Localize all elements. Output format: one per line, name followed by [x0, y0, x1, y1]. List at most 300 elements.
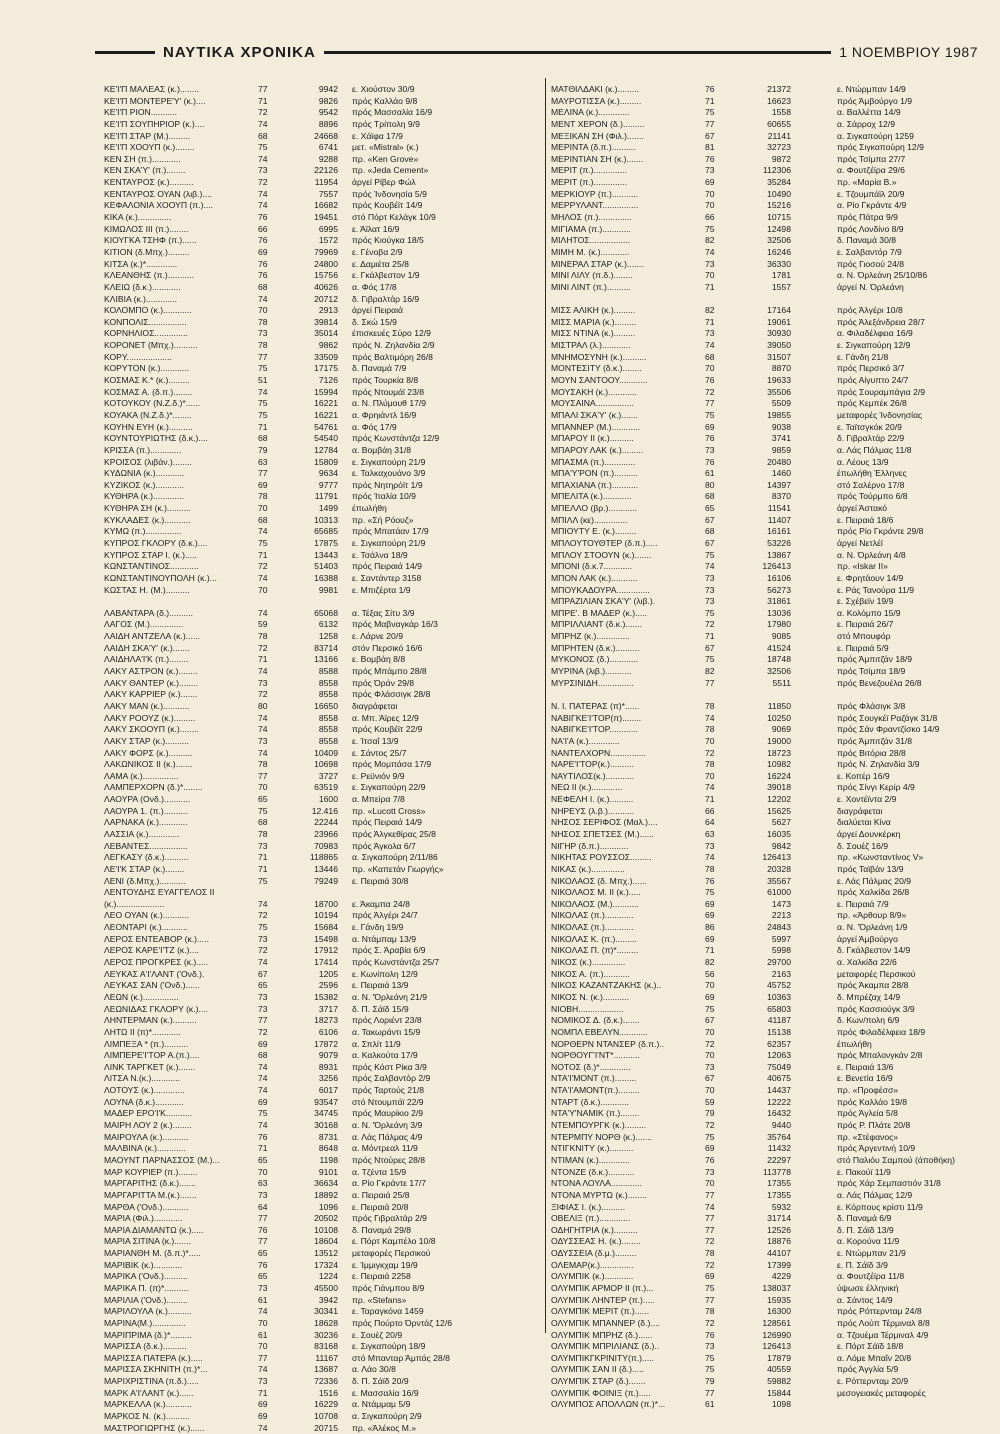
- ship-position: πρός Ρίο Γκράντε 29/8: [837, 526, 924, 537]
- ship-position: α. Σάρροχ 12/9: [837, 118, 895, 129]
- ship-entry: [104, 142, 549, 154]
- ship-built-year: 72: [258, 177, 268, 188]
- ship-tonnage: 16432: [767, 1108, 791, 1119]
- ship-position: στό Μπανταρ Άμπάς 28/8: [352, 1352, 450, 1363]
- ship-name: ΜΑΥΡΟΤΙΣΣΑ (κ.).........: [551, 95, 642, 106]
- ship-tonnage: 9826: [318, 95, 338, 106]
- ship-position: ε. Ταλκαχουάνο 3/9: [352, 468, 426, 479]
- ship-name: ΛΕΥΚΑΣ ΣΑΝ ('Ονδ.)......: [104, 980, 200, 991]
- ship-tonnage: 18604: [314, 1236, 338, 1247]
- ship-name: ΟΛΥΜΠΟΣ ΑΠΟΛΛΩΝ (π.)*...: [551, 1399, 666, 1410]
- ship-name: ΚΙΤΣΑ (κ.)*.............: [104, 258, 178, 269]
- ship-entry: [551, 794, 991, 806]
- ship-tonnage: 16650: [314, 700, 338, 711]
- ship-position: α. Ν. Πλύμουθ 17/9: [352, 398, 427, 409]
- ship-entry: [104, 1120, 549, 1132]
- ship-built-year: 69: [705, 933, 715, 944]
- ship-entry: [551, 945, 991, 957]
- ship-tonnage: 20502: [314, 1213, 338, 1224]
- ship-tonnage: 40559: [767, 1364, 791, 1375]
- ship-position: ε. Τσάλνα 18/9: [352, 549, 408, 560]
- ship-position: πρός Άκαμπα 28/8: [837, 980, 909, 991]
- ship-entry: [104, 876, 549, 888]
- ship-entry: [551, 305, 991, 317]
- ship-position: α. Σάντος 14/9: [837, 1294, 893, 1305]
- ship-built-year: 78: [705, 700, 715, 711]
- ship-position: α. Ντάμπαμ 13/9: [352, 933, 416, 944]
- ship-position: α. Λέους 13/9: [837, 456, 889, 467]
- ship-position: πρός Κουβέϊτ 14/9: [352, 200, 423, 211]
- ship-tonnage: 1096: [318, 1201, 338, 1212]
- ship-built-year: 75: [705, 654, 715, 665]
- ship-entry: [104, 910, 549, 922]
- ship-entry: [104, 643, 549, 655]
- ship-position: ε. Σχέβεϊν 19/9: [837, 596, 894, 607]
- ship-entry: [104, 1318, 549, 1330]
- ship-tonnage: 12.416: [311, 805, 338, 816]
- ship-position: πρός Χαλκίδα 26/8: [837, 887, 910, 898]
- ship-built-year: 70: [705, 1026, 715, 1037]
- ship-tonnage: 17414: [314, 957, 338, 968]
- ship-name: ΛΑΣΣΙΑ (κ.).............: [104, 829, 180, 839]
- ship-name: ΜΠΑΛΙ ΣΚΑ'Υ' (κ.).......: [551, 409, 638, 420]
- ship-name: ΚΟΣΜΑΣ Α. (δ.π.)........: [104, 386, 193, 397]
- ship-built-year: 75: [705, 549, 715, 560]
- ship-tonnage: 17175: [314, 363, 338, 374]
- ship-position: α. Κορούνα 11/9: [837, 1236, 900, 1247]
- ship-built-year: 73: [705, 328, 715, 339]
- ship-entry: [104, 759, 549, 771]
- ship-tonnage: 22126: [314, 165, 338, 176]
- ship-position: ε. Πειραιά 20/8: [352, 1201, 409, 1212]
- ship-name: ΛΕΝΙ (δ.Μπχ.)...........: [104, 875, 186, 886]
- ship-position: πρ. «Άρθουρ 8/9»: [837, 910, 907, 921]
- ship-entry: [551, 631, 991, 643]
- ship-position: πρός Φλάσιγκ 3/8: [837, 700, 906, 711]
- ship-position: α. Ρίο Γκράντε 4/9: [837, 200, 907, 211]
- ship-entry: [104, 107, 549, 119]
- ship-tonnage: 1205: [318, 968, 338, 979]
- ship-tonnage: 34745: [314, 1108, 338, 1119]
- ship-tonnage: 2596: [318, 980, 338, 991]
- ship-built-year: 82: [705, 957, 715, 968]
- ship-entry: [104, 666, 549, 678]
- ship-name: ΛΕΝΤΟΥΔΗΣ ΕΥΑΓΓΕΛΟΣ ΙΙ: [104, 887, 215, 898]
- ship-name: ΝΙΚΟΛΑΟΣ Μ. ΙΙ (κ.).....: [551, 887, 641, 898]
- ship-built-year: 69: [705, 1143, 715, 1154]
- ship-entry: [104, 794, 549, 806]
- ship-position: πρ. «Άλέκος Μ.»: [352, 1422, 417, 1433]
- ship-entry: [104, 340, 549, 352]
- ship-position: πρός Σίνγι Κερίρ 4/9: [837, 782, 915, 793]
- ship-entry: [104, 561, 549, 573]
- ship-name: ΜΠΕΛΛΟ (βρ.)............: [551, 503, 638, 514]
- ship-built-year: 74: [258, 1061, 268, 1072]
- ship-position: ε. Π. Σάϊδ 3/9: [837, 1259, 888, 1270]
- ship-name: ΜΟΥΣΑΚΗ (κ.)............: [551, 386, 637, 397]
- ship-tonnage: 118865: [309, 852, 338, 863]
- ship-name: ΝΟΜΙΚΟΣ Δ. (δ.κ.).......: [551, 1015, 640, 1026]
- ship-entry: [104, 1178, 549, 1190]
- ship-position: στό Ντουμπάϊ 22/9: [352, 1096, 424, 1107]
- ship-position: ε. Δαμιέτα 25/8: [352, 258, 409, 269]
- ship-position: άργεί Ρίβερ Φώλ: [352, 177, 416, 188]
- ship-tonnage: 17875: [314, 537, 338, 548]
- ship-position: ε. Σαντάντερ 3158: [352, 572, 422, 583]
- ship-position: δ. Παναμά 6/9: [837, 1213, 892, 1224]
- ship-name: ΜΠΡΗΖ (κ.)..............: [551, 631, 630, 642]
- ship-entry: [104, 84, 549, 96]
- ship-entry: [551, 1027, 991, 1039]
- ship-tonnage: 1600: [318, 794, 338, 805]
- ship-tonnage: 11850: [767, 700, 791, 711]
- ship-entry: [551, 550, 991, 562]
- ship-tonnage: 5932: [771, 1201, 791, 1212]
- ship-name: ΛΕΡΟΣ ΕΝΤΕΑΒΟΡ (κ.).....: [104, 933, 209, 944]
- ship-position: ε. Γκάλβεστον 1/9: [352, 270, 420, 281]
- ship-name: ΜΑΡΙΚΑ ('Ονδ.)..........: [104, 1271, 188, 1282]
- ship-name: ΜΕΝΤ ΧΕΡΟΝ (δ.).........: [551, 118, 645, 129]
- ship-entry: [104, 608, 549, 620]
- ship-built-year: 70: [258, 1166, 268, 1177]
- ship-name: ΝΤΟΝΑ ΜΥΡΤΩ (κ.)........: [551, 1189, 647, 1200]
- magazine-title: ΝΑΥΤΙΚΑ ΧΡΟΝΙΚΑ: [163, 43, 316, 61]
- ship-built-year: 70: [258, 1317, 268, 1328]
- ship-built-year: 65: [258, 1271, 268, 1282]
- ship-list-left-column: [104, 84, 549, 1434]
- ship-name: ΚΥΘΗΡΑ (κ.).............: [104, 491, 185, 502]
- ship-name: ΜΠΡΗΤΕΝ (δ.κ.)..........: [551, 642, 640, 653]
- ship-built-year: 74: [258, 293, 268, 304]
- ship-tonnage: 16106: [767, 572, 791, 583]
- ship-built-year: 66: [705, 212, 715, 223]
- ship-tonnage: 40626: [314, 281, 338, 292]
- ship-entry: [551, 899, 991, 911]
- ship-built-year: 78: [705, 1248, 715, 1259]
- ship-tonnage: 9634: [318, 468, 338, 479]
- ship-built-year: 69: [705, 991, 715, 1002]
- ship-tonnage: 19451: [314, 212, 338, 223]
- ship-position: έπισκευές Σύρο 12/9: [352, 328, 431, 339]
- ship-name: ΜΙΣΣ ΑΛΙΚΗ (κ.).........: [551, 305, 636, 316]
- ship-position: ε. Κόρπους κρίστι 11/9: [837, 1201, 923, 1212]
- ship-tonnage: 11432: [767, 1143, 791, 1154]
- ship-built-year: 81: [705, 142, 715, 153]
- ship-entry: [104, 328, 549, 340]
- ship-entry: [104, 678, 549, 690]
- ship-built-year: 73: [258, 328, 268, 339]
- ship-built-year: 65: [258, 980, 268, 991]
- ship-position: πρός Ν. Ζηλανδία 3/9: [837, 759, 920, 770]
- ship-position: α. Ν. Όρλεάνη 4/8: [837, 549, 906, 560]
- ship-entry: [104, 1411, 549, 1423]
- ship-position: πρ. «Lucott Cross»: [352, 805, 426, 816]
- ship-built-year: 73: [258, 677, 268, 688]
- ship-position: πρ. «Μαρία Β.»: [837, 177, 897, 188]
- ship-built-year: 74: [258, 118, 268, 129]
- ship-entry: [551, 1015, 991, 1027]
- ship-position: ε. Μασσαλία 16/9: [352, 1387, 419, 1398]
- ship-tonnage: 8370: [771, 491, 791, 502]
- ship-tonnage: 15625: [767, 805, 791, 816]
- ship-position: πρός Πούρτο Όρντάζ 12/6: [352, 1317, 453, 1328]
- ship-position: ε. Πειραιά 13/9: [352, 980, 409, 991]
- ship-position: ε. Ρεϋνιόν 9/9: [352, 770, 405, 781]
- ship-name: ΛΑΚΥ ΣΤΑΡ (κ.)..........: [104, 735, 190, 746]
- ship-position: ε. Πακούϊ 11/9: [837, 1166, 891, 1177]
- ship-position: ε. Λάρνε 20/9: [352, 631, 403, 642]
- ship-built-year: 77: [258, 468, 268, 479]
- ship-built-year: 70: [705, 188, 715, 199]
- ship-tonnage: 35284: [767, 177, 791, 188]
- ship-position: α. Ν. 'Όρλεάνη 21/9: [352, 991, 428, 1002]
- ship-tonnage: 65803: [767, 1003, 791, 1014]
- ship-name: ΛΑΚΥ ΡΟΟΥΖ (κ.).........: [104, 712, 196, 723]
- ship-built-year: 74: [258, 1120, 268, 1131]
- ship-tonnage: 18892: [314, 1189, 338, 1200]
- ship-position: α. Φός 17/8: [352, 281, 397, 292]
- ship-position: δ. Παναμά 29/8: [352, 1224, 412, 1235]
- ship-position: στό Σαλέρνο 17/8: [837, 479, 905, 490]
- ship-name: ΝΟΡΘΟΥΓ'Ι'ΝΤ*...........: [551, 1050, 640, 1061]
- ship-position: πρός Άγγλία 5/9: [837, 1364, 899, 1375]
- ship-built-year: 51: [258, 375, 268, 386]
- ship-position: πρός Ν. Ζηλανδία 2/9: [352, 340, 435, 351]
- ship-built-year: 74: [258, 666, 268, 677]
- ship-position: ε. Μπιζέρτα 1/9: [352, 584, 411, 595]
- ship-tonnage: 8558: [318, 677, 338, 688]
- ship-tonnage: 83714: [314, 642, 338, 653]
- ship-built-year: 67: [705, 1073, 715, 1084]
- ship-name: ΟΛΥΜΠΙΚ ΜΠΑΝΝΕΡ (δ.)....: [551, 1317, 660, 1328]
- ship-built-year: 68: [705, 491, 715, 502]
- page-header: [95, 40, 978, 64]
- ship-entry: [104, 235, 549, 247]
- ship-entry: [104, 864, 549, 876]
- ship-name: ΜΑΡΙΣΣΑ ΠΑΤΕΡΑ (κ.).....: [104, 1352, 203, 1363]
- ship-tonnage: 10982: [767, 759, 791, 770]
- ship-built-year: 79: [258, 444, 268, 455]
- ship-built-year: 74: [258, 607, 268, 618]
- ship-entry: [551, 1202, 991, 1214]
- ship-tonnage: 17912: [314, 945, 338, 956]
- ship-built-year: 70: [258, 584, 268, 595]
- ship-name: ΛΕΟ ΟΥΑΝ (κ.)...........: [104, 910, 190, 921]
- ship-entry: [551, 864, 991, 876]
- ship-name: ΟΛΥΜΠΙΚ ΛΗΝΤΕΡ (π.).....: [551, 1294, 655, 1305]
- ship-tonnage: 13446: [314, 863, 338, 874]
- ship-entry: [551, 398, 991, 410]
- ship-tonnage: 24668: [314, 130, 338, 141]
- ship-built-year: 70: [705, 200, 715, 211]
- ship-built-year: 65: [258, 1154, 268, 1165]
- ship-entry: [104, 1213, 549, 1225]
- ship-entry: [104, 713, 549, 725]
- ship-tonnage: 10194: [314, 910, 338, 921]
- ship-position: δ. Παναμά 7/9: [352, 363, 407, 374]
- ship-built-year: 76: [258, 1259, 268, 1270]
- ship-entry: [551, 759, 991, 771]
- ship-name: ΛΑΚΥ ΜΑΝ (κ.)...........: [104, 700, 190, 711]
- ship-entry: [551, 1190, 991, 1202]
- ship-position: α. Φουτζέϊρα 29/6: [837, 165, 905, 176]
- ship-built-year: 74: [258, 386, 268, 397]
- ship-name: ΚΕΝ ΣΚΑ'Υ' (π.)........: [104, 165, 186, 176]
- ship-position: ε. Πειραιά 26/7: [837, 619, 894, 630]
- ship-built-year: 71: [258, 421, 268, 432]
- ship-built-year: 75: [258, 805, 268, 816]
- ship-name: ΚΥΜΩ (π.)...............: [104, 526, 182, 537]
- ship-position: πρός Άμπιτζάν 18/9: [837, 654, 913, 665]
- ship-tonnage: 20712: [314, 293, 338, 304]
- ship-entry: [551, 596, 991, 608]
- ship-position: πρ. «Κωνσταντίνος V»: [837, 852, 924, 863]
- ship-position: ε. Ταϊτσγκόκ 20/9: [837, 421, 902, 432]
- ship-tonnage: 39814: [314, 316, 338, 327]
- ship-position: ε. Κοπέρ 16/9: [837, 770, 890, 781]
- ship-name: ΛΑΒΑΝΤΑΡΑ (δ.)..........: [104, 607, 193, 618]
- ship-position: ε. Κωνίπολη 12/9: [352, 968, 418, 979]
- ship-name: ΝΙΚΑΣ (κ.)..............: [551, 863, 625, 874]
- ship-built-year: 78: [258, 759, 268, 770]
- ship-name: ΟΛΥΜΠΙΚ ΣΑΝ ΙΙ (δ.).....: [551, 1364, 644, 1375]
- ship-built-year: 74: [705, 561, 715, 572]
- ship-name: ΜΠΡΙΛΛΙΑΝΤ (δ.κ.).......: [551, 619, 643, 630]
- ship-name: ΜΕΡΚΙΟΥΡ (π.)...........: [551, 188, 639, 199]
- ship-entry: [104, 1108, 549, 1120]
- ship-name: ΚΙΜΩΛΟΣ ΙΙΙ (π.)........: [104, 223, 189, 234]
- ship-entry: [551, 969, 991, 981]
- ship-name: ΝΕΦΕΛΗ Ι. (κ.)..........: [551, 794, 634, 805]
- ship-name: ΜΑΡΚΟΣ Ν. (κ.)..........: [104, 1411, 190, 1422]
- ship-built-year: 72: [705, 619, 715, 630]
- ship-entry: [104, 1167, 549, 1179]
- ship-tonnage: 59882: [767, 1376, 791, 1387]
- ship-position: α. Τζουέμα Τέρμιναλ 4/9: [837, 1329, 929, 1340]
- ship-built-year: 65: [258, 1248, 268, 1259]
- ship-list-right-column: [551, 84, 991, 1411]
- ship-name: ΜΕΞΙΚΑΝ ΣΗ (Φιλ.).......: [551, 130, 644, 141]
- ship-entry: [551, 1004, 991, 1016]
- ship-entry: [551, 363, 991, 375]
- ship-entry: [551, 352, 991, 364]
- ship-position: ε. Σιγκαπούρη 22/9: [352, 782, 426, 793]
- ship-built-year: 70: [705, 980, 715, 991]
- ship-tonnage: 128561: [762, 1317, 791, 1328]
- ship-entry: [104, 1225, 549, 1237]
- ship-built-year: 73: [705, 1061, 715, 1072]
- ship-tonnage: 18273: [314, 1015, 338, 1026]
- ship-entry: [104, 1097, 549, 1109]
- ship-built-year: 71: [258, 549, 268, 560]
- ship-position: πρός Ρ. Πλάτε 20/8: [837, 1120, 911, 1131]
- ship-built-year: 68: [258, 281, 268, 292]
- ship-tonnage: 1473: [771, 898, 791, 909]
- ship-built-year: 77: [705, 677, 715, 688]
- ship-built-year: 77: [258, 1015, 268, 1026]
- ship-built-year: 70: [258, 782, 268, 793]
- ship-entry: [104, 1353, 549, 1365]
- ship-name: ΟΛΥΜΠΙΚ ΜΕΡΙΤ (π.)......: [551, 1306, 650, 1317]
- ship-entry: [104, 701, 549, 713]
- ship-built-year: 71: [705, 95, 715, 106]
- ship-name: ΚΟΥΗΝ ΕΥΗ (κ.)..........: [104, 421, 193, 432]
- ship-position: ε. Χοντέϊντα 2/9: [837, 794, 897, 805]
- ship-built-year: 56: [705, 968, 715, 979]
- ship-tonnage: 16246: [767, 246, 791, 257]
- ship-name: ΛΑΚΥ ΑΣΤΡΟΝ (κ.)........: [104, 666, 198, 677]
- ship-entry: [104, 1050, 549, 1062]
- ship-name: ΚΟΡΥΤΟΝ (κ.)............: [104, 363, 190, 374]
- ship-entry: [551, 782, 991, 794]
- ship-tonnage: 62357: [767, 1038, 791, 1049]
- ship-entry: [104, 305, 549, 317]
- ship-tonnage: 8558: [318, 689, 338, 700]
- ship-tonnage: 10250: [767, 712, 791, 723]
- ship-entry: [551, 748, 991, 760]
- ship-built-year: 74: [258, 153, 268, 164]
- ship-name: ΜΠΕΛΙΤΑ (κ.)............: [551, 491, 632, 502]
- ship-name: ΜΙΜΗ Μ. (κ.)............: [551, 246, 630, 257]
- ship-name: ΟΛΥΜΠΙΚΓΚΡΙΝΙΤΥ(π.).....: [551, 1352, 654, 1363]
- ship-position: α. Σιγκαπούρη 1259: [837, 130, 914, 141]
- ship-position: πρός Βαλτιμόρη 26/8: [352, 351, 433, 362]
- ship-tonnage: 35764: [767, 1131, 791, 1142]
- ship-entry: [551, 328, 991, 340]
- ship-name: ΛΑΚΥ ΚΑΡΡΙΕΡ (κ.).......: [104, 689, 198, 700]
- ship-built-year: 77: [705, 1294, 715, 1305]
- ship-tonnage: 8588: [318, 666, 338, 677]
- ship-tonnage: 15935: [767, 1294, 791, 1305]
- ship-built-year: 68: [705, 526, 715, 537]
- ship-name: ΜΑΡΓΑΡΙΤΤΑ Μ.(κ.).......: [104, 1189, 197, 1200]
- ship-name: ΟΛΥΜΠΙΚ (κ.)............: [551, 1271, 634, 1282]
- ship-name: ΜΑΡΙΑ (Φιλ.)............: [104, 1213, 183, 1224]
- ship-built-year: 59: [258, 619, 268, 630]
- ship-entry: [551, 608, 991, 620]
- ship-built-year: 70: [258, 305, 268, 316]
- ship-name: ΚΛΕΙΩ (δ.κ.)............: [104, 281, 181, 292]
- ship-name: ΚΟΥΝΤΟΥΡΙΩΤΗΣ (δ.κ.)....: [104, 433, 208, 444]
- ship-built-year: 74: [258, 957, 268, 968]
- ship-name: ΟΔΥΣΣΕΑΣ Η. (κ.)........: [551, 1236, 641, 1247]
- ship-built-year: 70: [705, 1085, 715, 1096]
- ship-position: έπωλήθη: [837, 1038, 872, 1049]
- ship-built-year: 74: [258, 188, 268, 199]
- ship-name: ΝΙΚΟΛΑΣ Κ. (π.).........: [551, 933, 637, 944]
- ship-built-year: 74: [705, 1201, 715, 1212]
- ship-built-year: 74: [258, 724, 268, 735]
- ship-tonnage: 2163: [771, 968, 791, 979]
- ship-tonnage: 8648: [318, 1143, 338, 1154]
- ship-built-year: 73: [705, 1166, 715, 1177]
- ship-name: ΜΑΡΙΚΑ Π. (π)*..........: [104, 1282, 189, 1293]
- ship-entry: [551, 503, 991, 515]
- ship-built-year: 59: [705, 1096, 715, 1107]
- ship-position: πρός Σάν Φραντζίσκο 14/9: [837, 724, 940, 735]
- ship-built-year: 72: [705, 747, 715, 758]
- ship-entry: [551, 189, 991, 201]
- ship-built-year: 74: [705, 852, 715, 863]
- ship-position: δ. Σκώ 15/9: [352, 316, 397, 327]
- ship-built-year: 74: [705, 246, 715, 257]
- ship-built-year: [254, 887, 284, 899]
- ship-entry: [551, 1248, 991, 1260]
- ship-entry: [104, 585, 549, 597]
- ship-entry: [551, 1155, 991, 1167]
- ship-built-year: 75: [705, 223, 715, 234]
- ship-position: α. Σιγκαπούρη 2/9: [352, 1411, 422, 1422]
